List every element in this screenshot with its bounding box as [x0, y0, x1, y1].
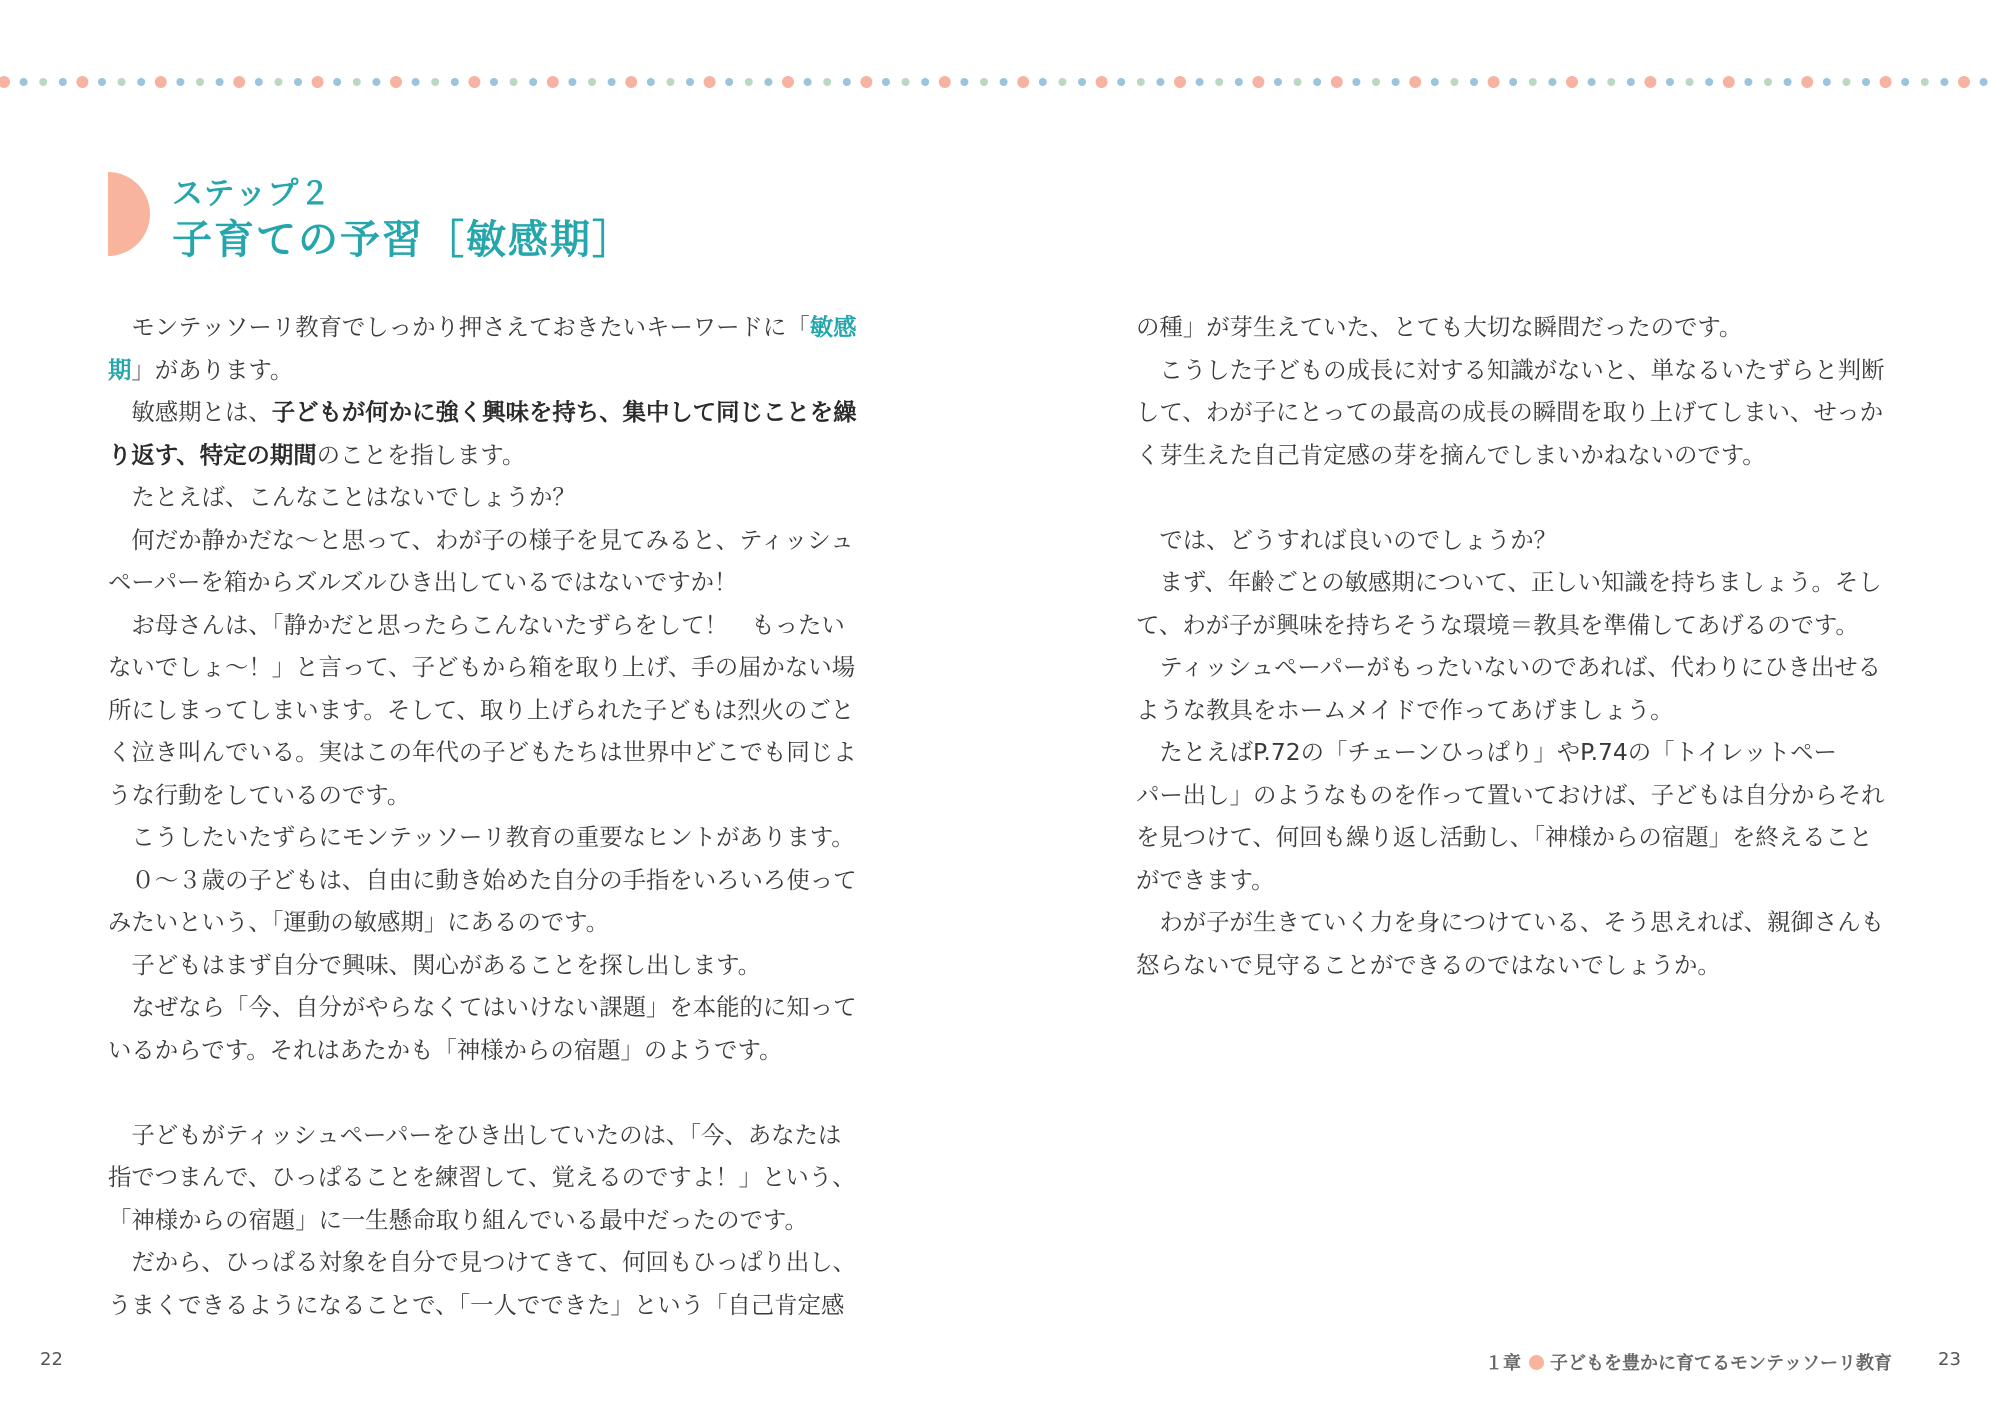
- border-dot: [1017, 76, 1029, 88]
- border-dot: [1488, 76, 1500, 88]
- border-dot: [431, 78, 439, 86]
- border-dot: [1784, 78, 1792, 86]
- text-segment: お母さんは、「静かだと思ったらこんないたずらをして！ もったい: [108, 610, 845, 639]
- border-dot: [333, 78, 341, 86]
- text-segment: だから、ひっぱる対象を自分で見つけてきて、何回もひっぱり出し、: [108, 1248, 857, 1276]
- border-dot: [1096, 76, 1108, 88]
- border-dot: [1588, 78, 1596, 86]
- border-dot: [372, 78, 380, 86]
- text-line: [108, 689, 868, 732]
- border-dot: [882, 78, 890, 86]
- border-dot: [1252, 76, 1264, 88]
- border-dot: [233, 76, 245, 88]
- border-dot: [1235, 78, 1243, 86]
- border-dot: [1117, 78, 1125, 86]
- border-dot: [1137, 78, 1145, 86]
- border-dot: [588, 78, 596, 86]
- border-dot: [745, 78, 753, 86]
- border-dot: [1627, 78, 1635, 86]
- border-dot: [1294, 78, 1302, 86]
- text-line: [1136, 944, 1896, 987]
- text-line: [108, 646, 868, 689]
- section-heading: [108, 168, 808, 268]
- step-label: ステップ２: [172, 176, 332, 212]
- text-segment: 何だか静かだな～と思って、わが子の様子を見てみると、ティッシュ: [108, 525, 854, 554]
- text-line: [108, 391, 868, 434]
- border-dot: [782, 76, 794, 88]
- text-segment: こうした子どもの成長に対する知識がないと、単なるいたずらと判断: [1136, 355, 1885, 384]
- border-dot: [686, 78, 694, 86]
- text-line: [1136, 391, 1896, 434]
- border-dot: [1313, 78, 1321, 86]
- text-line: [108, 476, 868, 519]
- text-line: [108, 859, 868, 902]
- border-dot: [118, 78, 126, 86]
- border-dot: [1196, 78, 1204, 86]
- border-dot: [1801, 76, 1813, 88]
- border-dot: [451, 78, 459, 86]
- text-line: [108, 1199, 868, 1242]
- border-dot: [137, 78, 145, 86]
- border-dot: [980, 78, 988, 86]
- text-segment: 「神様からの宿題」に一生懸命取り組んでいる最中だったのです。: [108, 1205, 808, 1234]
- text-segment: たとえば、こんなことはないでしょうか？: [108, 483, 576, 511]
- text-line: [108, 986, 868, 1029]
- text-segment: ような教具をホームメイドで作ってあげましょう。: [1136, 695, 1674, 724]
- text-segment: の種」が芽生えていた、とても大切な瞬間だったのです。: [1136, 313, 1743, 341]
- chapter-label: １章: [1485, 1353, 1521, 1374]
- border-dot: [1274, 78, 1282, 86]
- border-dot: [1000, 78, 1008, 86]
- text-segment: 子どもはまず自分で興味、関心があることを探し出します。: [108, 950, 762, 979]
- border-dot: [1156, 78, 1164, 86]
- border-dot: [490, 78, 498, 86]
- border-dot: [725, 78, 733, 86]
- text-line: [108, 561, 868, 604]
- border-dot: [294, 78, 302, 86]
- border-dot: [1921, 78, 1929, 86]
- text-line: [1136, 646, 1896, 689]
- border-dot: [255, 78, 263, 86]
- text-segment: く泣き叫んでいる。実はこの年代の子どもたちは世界中どこでも同じよ: [108, 738, 857, 766]
- border-dot: [1980, 78, 1988, 86]
- border-dot: [1666, 78, 1674, 86]
- text-segment: 」があります。: [131, 355, 294, 384]
- border-dot: [843, 78, 851, 86]
- border-dot: [1842, 78, 1850, 86]
- border-dot: [510, 78, 518, 86]
- text-line: [108, 519, 868, 562]
- text-line: [108, 774, 868, 817]
- text-line: [1136, 561, 1896, 604]
- text-segment: く芽生えた自己肯定感の芽を摘んでしまいかねないのです。: [1136, 440, 1766, 469]
- border-dot: [1331, 76, 1343, 88]
- text-line: [108, 1114, 868, 1157]
- text-line: [1136, 689, 1896, 732]
- border-dot: [1723, 76, 1735, 88]
- text-segment: モンテッソーリ教育でしっかり押さえておきたいキーワードに「: [108, 313, 810, 341]
- border-dot: [1880, 76, 1892, 88]
- border-dot: [1372, 78, 1380, 86]
- text-line: [1136, 774, 1896, 817]
- border-dot: [1392, 78, 1400, 86]
- border-dot: [1862, 78, 1870, 86]
- border-dot: [1470, 78, 1478, 86]
- border-dot: [0, 76, 10, 88]
- text-line: [108, 1241, 868, 1284]
- text-line: [108, 349, 868, 392]
- chapter-title: 子どもを豊かに育てるモンテッソーリ教育: [1550, 1353, 1892, 1374]
- border-dot: [704, 76, 716, 88]
- text-segment: ないでしょ～！」と言って、子どもから箱を取り上げ、手の届かない場: [108, 653, 856, 681]
- text-line: [108, 901, 868, 944]
- text-line: [108, 306, 868, 349]
- text-line: [1136, 901, 1896, 944]
- text-line: [108, 731, 868, 774]
- border-dot: [547, 76, 559, 88]
- border-dot: [1058, 78, 1066, 86]
- border-dot: [1409, 76, 1421, 88]
- border-dot: [1607, 78, 1615, 86]
- border-dot: [1566, 76, 1578, 88]
- border-dot: [39, 78, 47, 86]
- text-segment: パー出し」のようなものを作って置いておけば、子どもは自分からそれ: [1136, 780, 1885, 809]
- border-dot: [666, 78, 674, 86]
- text-segment: 所にしまってしまいます。そして、取り上げられた子どもは烈火のごと: [108, 695, 855, 724]
- border-dot: [1764, 78, 1772, 86]
- text-segment: て、わが子が興味を持ちそうな環境＝教具を準備してあげるのです。: [1136, 610, 1859, 639]
- right-page-body: [1136, 306, 1896, 986]
- text-segment: ペーパーを箱からズルズルひき出しているではないですか！: [108, 568, 738, 596]
- left-page-number: 22: [40, 1349, 63, 1370]
- border-dot: [647, 78, 655, 86]
- left-page-body: [108, 306, 868, 1326]
- border-dot: [529, 78, 537, 86]
- border-dot: [155, 76, 167, 88]
- border-dot: [1958, 76, 1970, 88]
- text-line: [1136, 434, 1896, 477]
- text-line: [1136, 604, 1896, 647]
- dotted-border: [0, 75, 2000, 89]
- text-line: [108, 1029, 868, 1072]
- text-line: [1136, 306, 1896, 349]
- border-dot: [1450, 78, 1458, 86]
- border-dot: [1644, 76, 1656, 88]
- border-dot: [1529, 78, 1537, 86]
- border-dot: [1705, 78, 1713, 86]
- text-segment: 指でつまんで、ひっぱることを練習して、覚えるのですよ！」という、: [108, 1163, 856, 1191]
- text-segment: ができます。: [1136, 865, 1275, 894]
- border-dot: [196, 78, 204, 86]
- border-dot: [468, 76, 480, 88]
- border-dot: [1548, 78, 1556, 86]
- border-dot: [412, 78, 420, 86]
- border-dot: [1509, 78, 1517, 86]
- text-line: [1136, 349, 1896, 392]
- text-segment: たとえばP.72の「チェーンひっぱり」やP.74の「トイレットペー: [1136, 738, 1837, 766]
- border-dot: [353, 78, 361, 86]
- border-dot: [20, 78, 28, 86]
- border-dot: [1823, 78, 1831, 86]
- border-dot: [608, 78, 616, 86]
- text-segment: して、わが子にとっての最高の成長の瞬間を取り上げてしまい、せっか: [1136, 398, 1884, 426]
- border-dot: [625, 76, 637, 88]
- border-dot: [59, 78, 67, 86]
- border-dot: [76, 76, 88, 88]
- border-dot: [1039, 78, 1047, 86]
- border-dot: [764, 78, 772, 86]
- text-line: [108, 816, 868, 859]
- border-dot: [823, 78, 831, 86]
- border-dot: [960, 78, 968, 86]
- border-dot: [274, 78, 282, 86]
- text-segment: うな行動をしているのです。: [108, 780, 411, 809]
- border-dot: [176, 78, 184, 86]
- text-segment: ０～３歳の子どもは、自由に動き始めた自分の手指をいろいろ使って: [108, 865, 857, 894]
- text-line: [1136, 859, 1896, 902]
- text-line: [108, 434, 868, 477]
- border-dot: [1431, 78, 1439, 86]
- emphasis-text: り返す、特定の期間: [108, 440, 317, 469]
- text-line: [108, 944, 868, 987]
- text-segment: いるからです。それはあたかも「神様からの宿題」のようです。: [108, 1035, 783, 1064]
- border-dot: [1352, 78, 1360, 86]
- text-segment: 敏感期とは、: [108, 398, 272, 426]
- border-dot: [1744, 78, 1752, 86]
- border-dot: [921, 78, 929, 86]
- text-segment: わが子が生きていく力を身につけている、そう思えれば、親御さんも: [1136, 908, 1885, 936]
- border-dot: [216, 78, 224, 86]
- text-segment: を見つけて、何回も繰り返し活動し、「神様からの宿題」を終えること: [1136, 823, 1873, 851]
- text-line: [1136, 816, 1896, 859]
- keyword-highlight: 期: [108, 355, 132, 384]
- text-line: [1136, 476, 1896, 519]
- text-segment: 怒らないで見守ることができるのではないでしょうか。: [1136, 950, 1721, 979]
- text-segment: まず、年齢ごとの敏感期について、正しい知識を持ちましょう。そし: [1136, 568, 1882, 596]
- text-line: [1136, 731, 1896, 774]
- text-segment: のことを指します。: [316, 440, 526, 469]
- border-dot: [98, 78, 106, 86]
- text-segment: なぜなら「今、自分がやらなくてはいけない課題」を本能的に知って: [108, 993, 857, 1021]
- text-segment: こうしたいたずらにモンテッソーリ教育の重要なヒントがあります。: [108, 823, 855, 851]
- page-title: 子育ての予習［敏感期］: [172, 217, 634, 263]
- border-dot: [1174, 76, 1186, 88]
- text-line: [108, 1284, 868, 1327]
- border-dot: [568, 78, 576, 86]
- border-dot: [312, 76, 324, 88]
- text-segment: うまくできるようになることで、「一人でできた」という「自己肯定感: [108, 1290, 845, 1319]
- border-dot: [860, 76, 872, 88]
- text-segment: 子どもがティッシュペーパーをひき出していたのは、「今、あなたは: [108, 1120, 842, 1149]
- right-page-number: 23: [1938, 1349, 1961, 1370]
- text-line: [1136, 519, 1896, 562]
- half-circle-icon: [108, 172, 154, 256]
- border-dot: [1901, 78, 1909, 86]
- running-footer: [1485, 1349, 1892, 1375]
- text-segment: ティッシュペーパーがもったいないのであれば、代わりにひき出せる: [1136, 653, 1881, 681]
- keyword-highlight: 敏感: [809, 313, 857, 341]
- emphasis-text: 子どもが何かに強く興味を持ち、集中して同じことを繰: [271, 398, 857, 426]
- border-dot: [804, 78, 812, 86]
- text-line: [108, 1156, 868, 1199]
- border-dot: [1686, 78, 1694, 86]
- text-segment: みたいという、「運動の敏感期」にあるのです。: [108, 908, 610, 936]
- border-dot: [1940, 78, 1948, 86]
- border-dot: [1078, 78, 1086, 86]
- text-segment: では、どうすれば良いのでしょうか？: [1136, 525, 1558, 554]
- border-dot: [390, 76, 402, 88]
- border-dot: [1215, 78, 1223, 86]
- text-line: [108, 1071, 868, 1114]
- border-dot: [902, 78, 910, 86]
- border-dot: [939, 76, 951, 88]
- text-line: [108, 604, 868, 647]
- chapter-dot-icon: [1529, 1355, 1544, 1370]
